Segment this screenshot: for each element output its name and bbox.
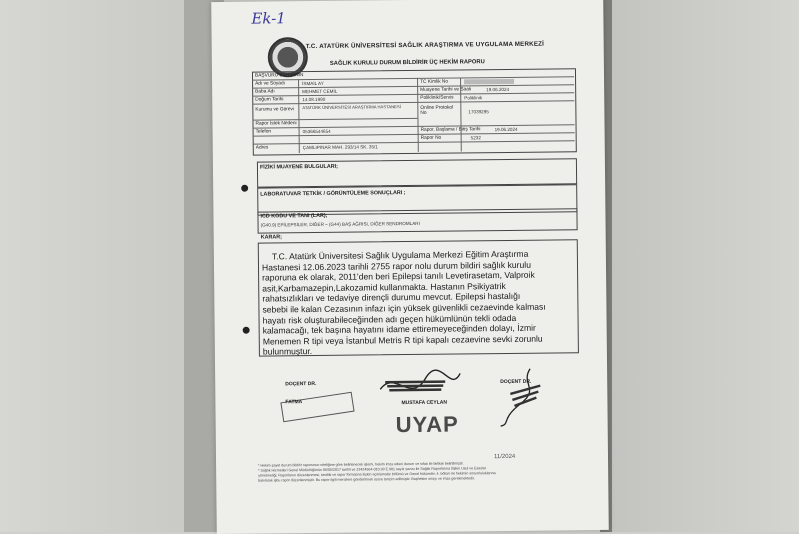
- decision-line: asit,Karbamazepin,Lakozamid kullanmakta. Hastanın Psikiyatrik: [262, 280, 506, 294]
- punch-hole-bottom: [243, 327, 250, 334]
- name-label: Adı ve Soyadı: [255, 81, 285, 87]
- father-value: MEHMET CEMİL: [302, 88, 338, 95]
- decision-line: rahatsızlıkları ve tedaviye dirençli durumu mevcut. Epilepsi hastalığı: [262, 291, 521, 304]
- right-signature-icon: [490, 364, 551, 435]
- left-signer-name: FATMA: [285, 399, 303, 406]
- clinic-label: Poliklinik/Servis: [420, 95, 454, 101]
- left-signer-stamp: [280, 392, 354, 423]
- name-value: İSMAİL AY: [302, 80, 324, 87]
- decision-line: hayatı risk oluşturabileceğinden adı geçen hükümlünün tekli odada: [262, 312, 517, 326]
- report-no-value: 5232: [470, 135, 481, 141]
- footer-line: bakılarak işbu rapor düzenlenmiştir. Bu rapor ilgili mercilere gönderilmek üzere tanzim edilmiştir. Başhekim onayı ve imza gerekmektedir.: [258, 476, 475, 483]
- exam-date-label: Muayene Tarihi ve Saati: [420, 87, 472, 93]
- background-wall-right: [612, 0, 799, 532]
- lab-results-label: LABORATUVAR TETKİK / GÖRÜNTÜLEME SONUÇLARI ;: [260, 190, 406, 198]
- tc-label: TC Kimlik No: [420, 79, 449, 85]
- institution-value: ATATÜRK ÜNİVERSİTESİ ARAŞTIRMA HASTANESİ: [302, 104, 401, 111]
- address-value: ÇAMLIPINAR MAH. 293/14 SK. 35/1: [302, 144, 378, 151]
- decision-line: kalamacağı, tek başına hayatını idame ettiremeyeceğinden dolayı, İzmir: [262, 322, 536, 336]
- phone-label: Telefon: [255, 129, 272, 135]
- phone-value: 05366544654: [302, 128, 331, 135]
- address-label: Adres: [255, 145, 269, 151]
- reason-label: Rapor İstek Nedeni: [255, 121, 297, 127]
- clinic-value: Poliklinik: [464, 95, 483, 101]
- punch-hole-top: [241, 185, 248, 192]
- decision-line: Menemen R tipi veya İstanbul Metris R tipi kapalı cezaevine sevki zorunlu: [262, 333, 543, 347]
- middle-signer-name: MUSTAFA CEYLAN: [401, 399, 448, 407]
- stamp-date: 11/2024: [493, 453, 516, 461]
- report-date-value: 19.06.2024: [494, 126, 518, 133]
- birth-label: Doğum Tarihi: [255, 97, 284, 103]
- icd-value: (G40.9) EPİLEPSİLER, DİĞER – (G44) BAŞ AĞRISI, DİĞER SENDROMLARI: [260, 220, 420, 228]
- handwritten-note: Ek-1: [251, 9, 286, 28]
- physical-exam-box: [257, 158, 577, 187]
- report-no-label: Rapor No: [420, 135, 442, 141]
- left-signer-title: DOÇENT DR.: [285, 380, 317, 388]
- background-wall-left: [0, 0, 190, 532]
- decision-line: T.C. Atatürk Üniversitesi Sağlık Uygulama Merkezi Eğitim Araştırma: [271, 248, 529, 262]
- report-date-label: Rapor, Başlama / Bitiş Tarihi: [420, 127, 481, 133]
- report-title: SAĞLIK KURULU DURUM BİLDİRİR ÜÇ HEKİM RAPORU: [329, 59, 485, 67]
- redacted-tc-number: [464, 79, 514, 85]
- institution-label: Kurumu ve Görevi: [255, 107, 295, 113]
- decision-line: bulunmuştur.: [262, 346, 313, 357]
- decision-label: KARAR;: [260, 234, 282, 241]
- decision-line: sebebi ile kalan Cezasının infazı için yüksek güvenlikli cezaevinde kalması: [262, 301, 546, 315]
- footer-line: * Sağlık Hizmetleri Genel Müdürlüğünün 06/05/2017 tarihli ve 23424564-010.99 E.901 sayılı yazısı ile Sağlık Raporlarına İlişkin Usul ve Esaslar: [258, 466, 487, 473]
- birth-value: 14.08.1990: [302, 96, 326, 103]
- uyap-logo: UYAP: [395, 411, 459, 438]
- footer-line: yönetmeliği. Raporlanın düzenlenmesi, tasdiki ve rapor formatına ilişkin açıklamalar bölümü ve Genel hükümler, 4. bölüm ile hekimin sorumluluklarına: [258, 471, 496, 478]
- icd-label: ICD KODU VE TANI (LAR);: [260, 212, 328, 220]
- footer-notes: [258, 460, 588, 483]
- physical-exam-label: FİZİKİ MUAYENE BULGULARI;: [259, 163, 338, 171]
- decision-line: Hastanesi 12.06.2023 tarihli 2755 rapor nolu durum bildiri sağlık kurulu: [261, 259, 531, 273]
- institution-title: T.C. ATATÜRK ÜNİVERSİTESİ SAĞLIK ARAŞTIRMA VE UYGULAMA MERKEZİ: [305, 40, 545, 51]
- decision-text: [262, 248, 563, 357]
- right-signer-title: DOÇENT DR.: [500, 378, 532, 386]
- decision-line: raporuna ek olarak, 2011'den beri Epilepsi tanılı Levetirasetam, Valproik: [262, 269, 535, 283]
- protocol-value: 17039295: [468, 109, 489, 115]
- medical-report-document: [211, 0, 609, 534]
- father-label: Baba Adı: [255, 89, 275, 95]
- footer-line: * Hekim şayet durum bildirir raporunun niteliğine göre belirlenecek işlemi, hekim imza edeni durum ve sıfatı ile birlikte belirtilmiştir.: [258, 461, 464, 468]
- exam-date-value: 19.06.2024: [486, 86, 510, 93]
- section-applicant-label: BAŞVURU SAHİBİNİN: [254, 73, 304, 79]
- protocol-label: Online Protokol No: [420, 105, 454, 116]
